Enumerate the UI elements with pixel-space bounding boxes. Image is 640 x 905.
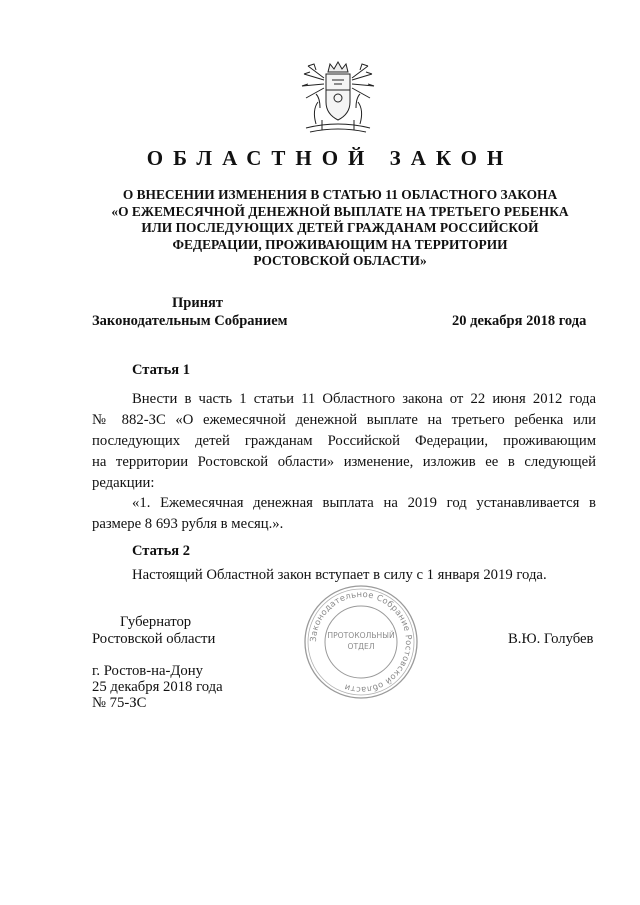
- article-2-text: Настоящий Областной закон вступает в силу с 1 января 2019 года.: [132, 567, 547, 583]
- issue-place: г. Ростов-на-Дону: [92, 663, 203, 679]
- law-title-line: О ВНЕСЕНИИ ИЗМЕНЕНИЯ В СТАТЬЮ 11 ОБЛАСТНОГО ЗАКОНА: [122, 187, 558, 202]
- document-type-heading: ОБЛАСТНОЙ ЗАКОН: [146, 146, 514, 170]
- adopted-by-assembly: Законодательным Собранием: [92, 313, 288, 329]
- law-number: № 75-ЗС: [92, 695, 147, 711]
- issue-date: 25 декабря 2018 года: [92, 679, 223, 695]
- signatory-name: В.Ю. Голубев: [508, 631, 594, 647]
- article-1-amendment-line: «1. Ежемесячная денежная выплата на 2019 год устанавливается в: [132, 495, 596, 511]
- article-1-text-line: Внести в часть 1 статьи 11 Областного закона от 22 июня 2012 года: [132, 391, 596, 407]
- law-title-line: РОСТОВСКОЙ ОБЛАСТИ»: [253, 253, 427, 269]
- signatory-region: Ростовской области: [92, 631, 216, 647]
- article-1-text-line: № 882-ЗС «О ежемесячной денежной выплате на третьего ребенка или: [92, 412, 596, 428]
- article-2-heading: Статья 2: [132, 543, 190, 559]
- adopted-label: Принят: [172, 295, 224, 311]
- article-1-heading: Статья 1: [132, 362, 190, 378]
- signatory-position: Губернатор: [120, 614, 192, 630]
- law-title-line: ИЛИ ПОСЛЕДУЮЩИХ ДЕТЕЙ ГРАЖДАНАМ РОССИЙСКОЙ: [141, 220, 539, 236]
- article-1-text-line: на территории Ростовской области» изменение, изложив ее в следующей: [92, 454, 596, 470]
- official-stamp: [302, 583, 420, 701]
- law-title-line: ФЕДЕРАЦИИ, ПРОЖИВАЮЩИМ НА ТЕРРИТОРИИ: [172, 236, 508, 252]
- article-1-text-line: последующих детей гражданам Российской Федерации, проживающим: [92, 433, 596, 449]
- stamp-ring-text: Законодательное Собрание Ростовской области: [307, 588, 415, 696]
- stamp-center-line: ОТДЕЛ: [347, 642, 375, 651]
- article-1-amendment-line: размере 8 693 рубля в месяц.».: [92, 516, 284, 532]
- adopted-date: 20 декабря 2018 года: [452, 313, 587, 329]
- article-1-text-line: редакции:: [92, 475, 155, 491]
- stamp-center-line: ПРОТОКОЛЬНЫЙ: [327, 631, 395, 640]
- law-title: [90, 187, 590, 270]
- law-title-line: «О ЕЖЕМЕСЯЧНОЙ ДЕНЕЖНОЙ ВЫПЛАТЕ НА ТРЕТЬЕГО РЕБЕНКА: [111, 203, 569, 219]
- coat-of-arms-emblem: [296, 58, 380, 138]
